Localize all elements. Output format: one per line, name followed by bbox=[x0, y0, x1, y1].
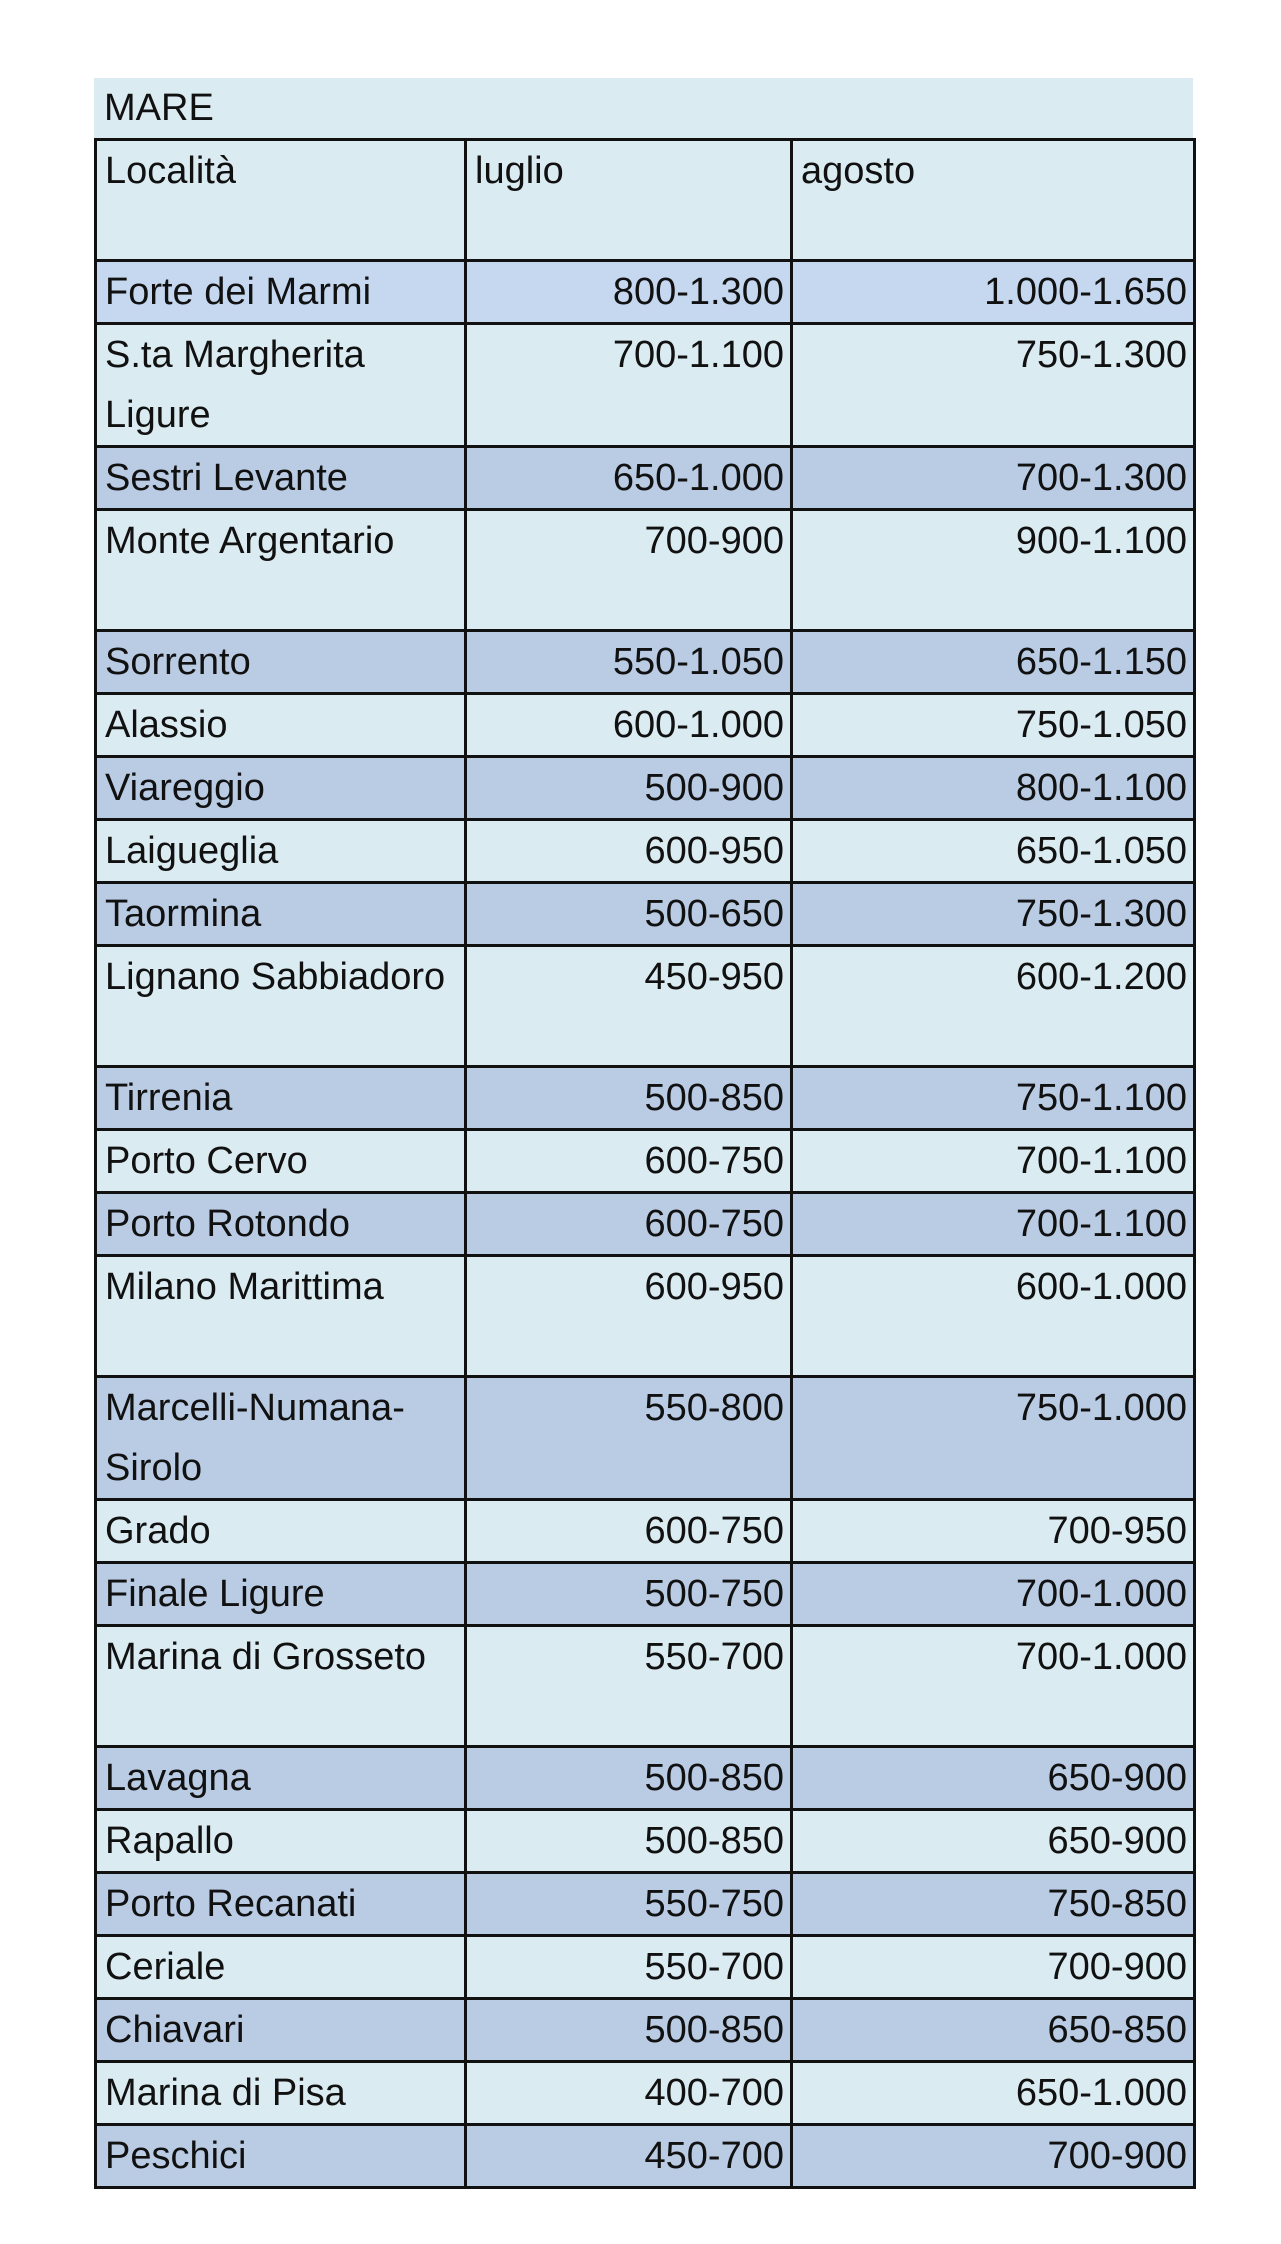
table-row bbox=[96, 694, 1195, 757]
cell-luglio: 450-700 bbox=[466, 2125, 792, 2188]
cell-agosto: 700-1.100 bbox=[792, 1130, 1195, 1193]
cell-agosto: 650-850 bbox=[792, 1999, 1195, 2062]
cell-localita: Milano Marittima bbox=[96, 1256, 466, 1377]
column-header-agosto: agosto bbox=[792, 140, 1195, 261]
cell-localita: Taormina bbox=[96, 883, 466, 946]
cell-agosto: 750-1.100 bbox=[792, 1067, 1195, 1130]
cell-localita: Marcelli-Numana-Sirolo bbox=[96, 1377, 466, 1500]
table-row bbox=[96, 1873, 1195, 1936]
table-header-row bbox=[96, 140, 1195, 261]
table-row bbox=[96, 2062, 1195, 2125]
table-row bbox=[96, 1256, 1195, 1377]
cell-luglio: 400-700 bbox=[466, 2062, 792, 2125]
table-row bbox=[96, 1500, 1195, 1563]
table-row bbox=[96, 2125, 1195, 2188]
cell-localita: Porto Cervo bbox=[96, 1130, 466, 1193]
cell-localita: Ceriale bbox=[96, 1936, 466, 1999]
cell-localita: Peschici bbox=[96, 2125, 466, 2188]
cell-localita: Finale Ligure bbox=[96, 1563, 466, 1626]
cell-luglio: 550-800 bbox=[466, 1377, 792, 1500]
cell-localita: S.ta Margherita Ligure bbox=[96, 324, 466, 447]
table-row bbox=[96, 1936, 1195, 1999]
column-header-luglio: luglio bbox=[466, 140, 792, 261]
cell-localita: Rapallo bbox=[96, 1810, 466, 1873]
cell-luglio: 550-1.050 bbox=[466, 631, 792, 694]
cell-agosto: 700-950 bbox=[792, 1500, 1195, 1563]
cell-luglio: 550-750 bbox=[466, 1873, 792, 1936]
cell-luglio: 500-850 bbox=[466, 1747, 792, 1810]
table-row bbox=[96, 631, 1195, 694]
cell-localita: Chiavari bbox=[96, 1999, 466, 2062]
cell-agosto: 650-900 bbox=[792, 1747, 1195, 1810]
cell-localita: Marina di Grosseto bbox=[96, 1626, 466, 1747]
table-row bbox=[96, 757, 1195, 820]
table-row bbox=[96, 946, 1195, 1067]
cell-localita: Sestri Levante bbox=[96, 447, 466, 510]
cell-luglio: 700-900 bbox=[466, 510, 792, 631]
cell-luglio: 600-950 bbox=[466, 1256, 792, 1377]
cell-luglio: 650-1.000 bbox=[466, 447, 792, 510]
cell-localita: Sorrento bbox=[96, 631, 466, 694]
cell-agosto: 600-1.200 bbox=[792, 946, 1195, 1067]
column-header-localita: Località bbox=[96, 140, 466, 261]
cell-luglio: 550-700 bbox=[466, 1626, 792, 1747]
table-title: MARE bbox=[94, 78, 1193, 138]
table-row bbox=[96, 261, 1195, 324]
cell-agosto: 700-900 bbox=[792, 1936, 1195, 1999]
table-row bbox=[96, 1130, 1195, 1193]
cell-luglio: 600-1.000 bbox=[466, 694, 792, 757]
cell-localita: Viareggio bbox=[96, 757, 466, 820]
cell-localita: Porto Recanati bbox=[96, 1873, 466, 1936]
table-row bbox=[96, 1810, 1195, 1873]
cell-luglio: 800-1.300 bbox=[466, 261, 792, 324]
cell-agosto: 600-1.000 bbox=[792, 1256, 1195, 1377]
cell-agosto: 700-1.000 bbox=[792, 1563, 1195, 1626]
cell-luglio: 600-750 bbox=[466, 1130, 792, 1193]
cell-localita: Monte Argentario bbox=[96, 510, 466, 631]
cell-agosto: 700-1.000 bbox=[792, 1626, 1195, 1747]
cell-agosto: 750-1.300 bbox=[792, 883, 1195, 946]
cell-localita: Lavagna bbox=[96, 1747, 466, 1810]
cell-luglio: 700-1.100 bbox=[466, 324, 792, 447]
cell-agosto: 650-1.000 bbox=[792, 2062, 1195, 2125]
table-row bbox=[96, 510, 1195, 631]
cell-luglio: 600-950 bbox=[466, 820, 792, 883]
cell-luglio: 550-700 bbox=[466, 1936, 792, 1999]
cell-localita: Forte dei Marmi bbox=[96, 261, 466, 324]
cell-agosto: 700-900 bbox=[792, 2125, 1195, 2188]
cell-localita: Grado bbox=[96, 1500, 466, 1563]
table-row bbox=[96, 1747, 1195, 1810]
table-row bbox=[96, 324, 1195, 447]
cell-agosto: 900-1.100 bbox=[792, 510, 1195, 631]
cell-luglio: 450-950 bbox=[466, 946, 792, 1067]
cell-agosto: 650-1.050 bbox=[792, 820, 1195, 883]
cell-luglio: 500-850 bbox=[466, 1999, 792, 2062]
cell-agosto: 750-1.000 bbox=[792, 1377, 1195, 1500]
cell-agosto: 750-1.300 bbox=[792, 324, 1195, 447]
table-row bbox=[96, 1193, 1195, 1256]
cell-agosto: 650-900 bbox=[792, 1810, 1195, 1873]
cell-agosto: 700-1.100 bbox=[792, 1193, 1195, 1256]
cell-luglio: 500-900 bbox=[466, 757, 792, 820]
table-row bbox=[96, 1999, 1195, 2062]
table-row bbox=[96, 1626, 1195, 1747]
cell-agosto: 750-850 bbox=[792, 1873, 1195, 1936]
table-row bbox=[96, 1563, 1195, 1626]
cell-agosto: 750-1.050 bbox=[792, 694, 1195, 757]
cell-localita: Lignano Sabbiadoro bbox=[96, 946, 466, 1067]
table-row bbox=[96, 1067, 1195, 1130]
table-row bbox=[96, 820, 1195, 883]
table-row bbox=[96, 883, 1195, 946]
cell-localita: Porto Rotondo bbox=[96, 1193, 466, 1256]
cell-localita: Marina di Pisa bbox=[96, 2062, 466, 2125]
cell-agosto: 650-1.150 bbox=[792, 631, 1195, 694]
cell-localita: Tirrenia bbox=[96, 1067, 466, 1130]
table-row bbox=[96, 447, 1195, 510]
price-table-sheet bbox=[94, 78, 1193, 2189]
cell-luglio: 500-750 bbox=[466, 1563, 792, 1626]
cell-agosto: 700-1.300 bbox=[792, 447, 1195, 510]
cell-luglio: 500-850 bbox=[466, 1810, 792, 1873]
cell-agosto: 800-1.100 bbox=[792, 757, 1195, 820]
cell-localita: Laigueglia bbox=[96, 820, 466, 883]
price-table bbox=[94, 138, 1196, 2189]
table-row bbox=[96, 1377, 1195, 1500]
cell-luglio: 500-850 bbox=[466, 1067, 792, 1130]
cell-luglio: 500-650 bbox=[466, 883, 792, 946]
cell-localita: Alassio bbox=[96, 694, 466, 757]
cell-luglio: 600-750 bbox=[466, 1500, 792, 1563]
cell-luglio: 600-750 bbox=[466, 1193, 792, 1256]
cell-agosto: 1.000-1.650 bbox=[792, 261, 1195, 324]
